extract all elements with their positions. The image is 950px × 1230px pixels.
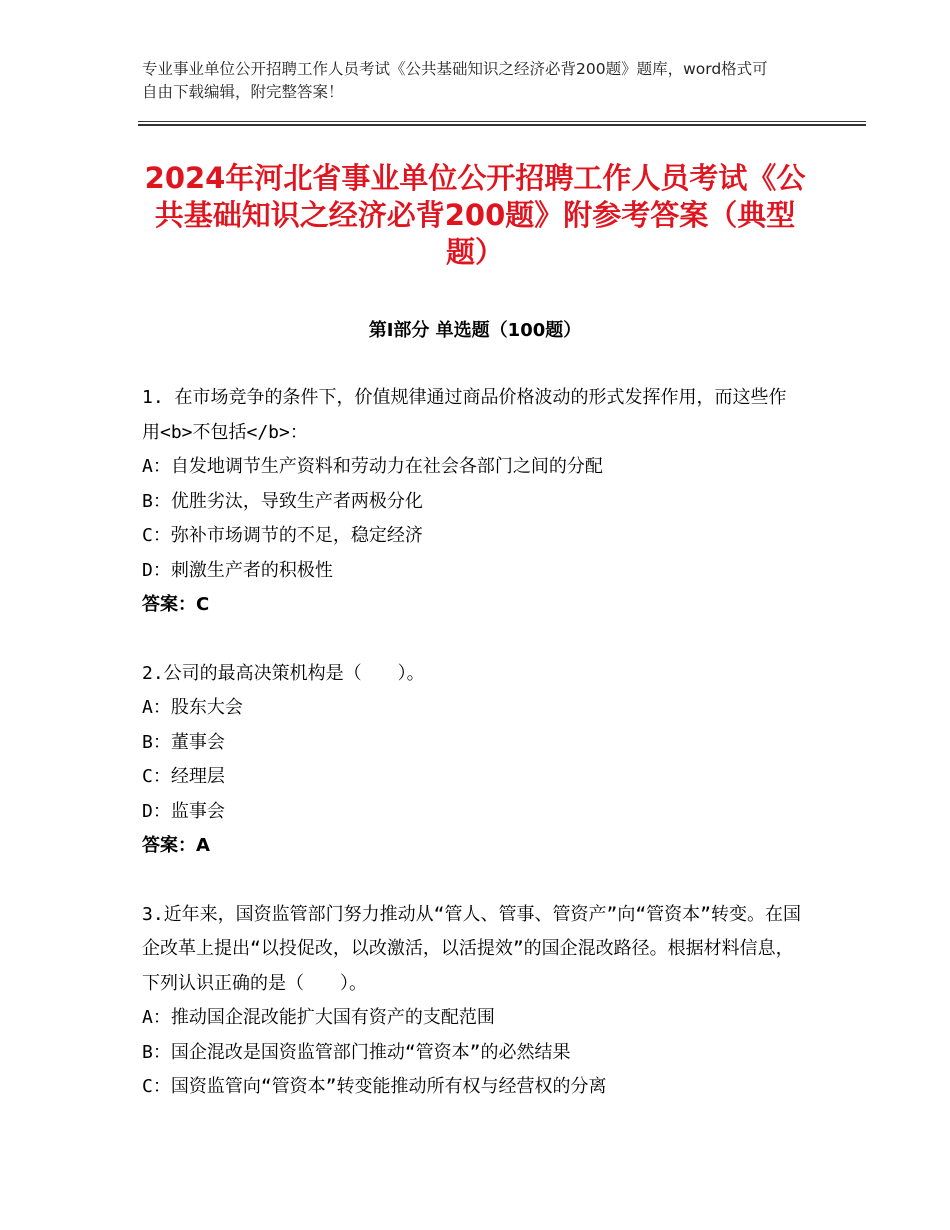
question-1 — [142, 381, 802, 623]
section-heading: 第I部分 单选题（100题） — [368, 320, 582, 341]
header-note: 专业事业单位公开招聘工作人员考试《公共基础知识之经济必背200题》题库，word格式可自由下载编辑，附完整答案！ — [142, 60, 768, 101]
question-stem: 2.公司的最高决策机构是（ ）。 — [142, 662, 425, 684]
question-2 — [142, 657, 802, 864]
option-d: D：刺激生产者的积极性 — [142, 559, 333, 581]
option-c: C：国资监管向“管资本”转变能推动所有权与经营权的分离 — [142, 1076, 607, 1097]
question-3 — [142, 898, 802, 1105]
option-c: C：弥补市场调节的不足，稳定经济 — [142, 525, 423, 546]
option-d: D：监事会 — [142, 800, 225, 822]
header-divider-thick — [138, 124, 866, 126]
option-c: C：经理层 — [142, 766, 225, 787]
question-stem: 3.近年来，国资监管部门努力推动从“管人、管事、管资产”向“管资本”转变。在国企改革上提出“以投促改，以改激活，以活提效”的国企混改路径。根据材料信息，下列认识正确的是（ ）。 — [142, 903, 802, 994]
header-divider — [138, 121, 866, 122]
answer-label: 答案：C — [142, 594, 210, 615]
option-b: B：优胜劣汰，导致生产者两极分化 — [142, 490, 423, 512]
option-a: A：推动国企混改能扩大国有资产的支配范围 — [142, 1007, 495, 1028]
question-list — [142, 381, 802, 1139]
option-b: B：国企混改是国资监管部门推动“管资本”的必然结果 — [142, 1041, 571, 1063]
document-title: 2024年河北省事业单位公开招聘工作人员考试《公共基础知识之经济必背200题》附参考答案（典型题） — [144, 161, 806, 269]
answer-label: 答案：A — [142, 835, 210, 856]
option-a: A：自发地调节生产资料和劳动力在社会各部门之间的分配 — [142, 456, 603, 477]
question-stem: 1. 在市场竞争的条件下，价值规律通过商品价格波动的形式发挥作用，而这些作用<b>不包括</b>： — [142, 387, 787, 443]
option-a: A：股东大会 — [142, 697, 243, 718]
option-b: B：董事会 — [142, 731, 225, 753]
